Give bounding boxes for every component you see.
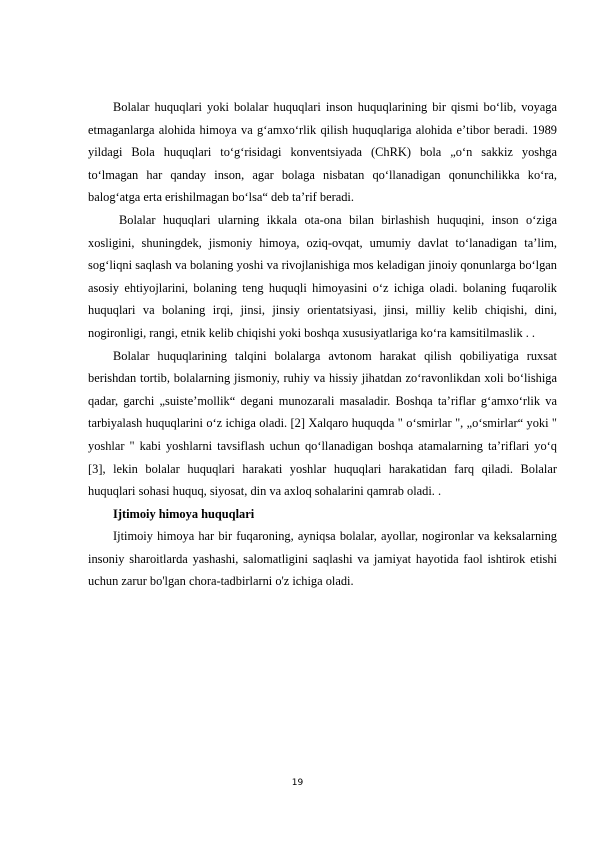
page-body — [88, 96, 557, 593]
section-heading: Ijtimoiy himoya huquqlari — [113, 506, 255, 521]
page-number: 19 — [291, 778, 304, 788]
paragraph-social-protection: Ijtimoiy himoya har bir fuqaroning, ayniqsa bolalar, ayollar, nogironlar va keksalarning insoniy sharoitlarda yashashi, salomatligini saqlashi va jamiyat hayotida faol ishtirok etishi uchun zarur bo'lgan chora-tadbirlarni o'z ichiga oladi. — [88, 529, 557, 589]
paragraph-children-rights-interpretation: Bolalar huquqlarining talqini bolalarga avtonom harakat qilish qobiliyatiga ruxsat berishdan tortib, bolalarning jismoniy, ruhiy va hissiy jihatdan zoʻravonlikdan xoli boʻlishiga qadar, garchi „suisteʼmollik“ degani munozarali masaladir. Boshqa taʼriflar gʻamxoʻrlik va tarbiyalash huquqlarini oʻz ichiga oladi. [2] Xalqaro huquqda " oʻsmirlar ", „oʻsmirlar“ yoki " yoshlar " kabi yoshlarni tavsiflash uchun qoʻllanadigan boshqa atamalarning taʼriflari yoʻq [3], lekin bolalar huquqlari harakati yoshlar huquqlari harakatidan farq qiladi. Bolalar huquqlari sohasi huquq, siyosat, din va axloq sohalarini qamrab oladi. . — [88, 348, 557, 499]
paragraph-children-rights-scope: Bolalar huquqlari ularning ikkala ota-ona bilan birlashish huquqini, inson oʻziga xosligini, shuningdek, jismoniy himoya, oziq-ovqat, umumiy davlat toʻlanadigan taʼlim, sogʻliqni saqlash va bolaning yoshi va rivojlanishiga mos keladigan jinoiy qonunlarga boʻlgan asosiy ehtiyojlarini, bolaning teng huquqli himoyasini oʻz ichiga oladi. bolaning fuqarolik huquqlari va bolaning irqi, jinsi, jinsiy orientatsiyasi, jinsi, milliy kelib chiqishi, dini, nogironligi, rangi, etnik kelib chiqishi yoki boshqa xususiyatlariga koʻra kamsitilmaslik . . — [88, 212, 557, 340]
paragraph-children-rights-definition: Bolalar huquqlari yoki bolalar huquqlari inson huquqlarining bir qismi boʻlib, voyaga etmaganlarga alohida himoya va gʻamxoʻrlik qilish huquqlariga alohida eʼtibor beradi. 1989 yildagi Bola huquqlari toʻgʻrisidagi konventsiyada (ChRK) bola „oʻn sakkiz yoshga toʻlmagan har qanday inson, agar bolaga nisbatan qoʻllanadigan qonunchilikka koʻra, balogʻatga erta erishilmagan boʻlsa“ deb taʼrif beradi. — [88, 100, 557, 205]
